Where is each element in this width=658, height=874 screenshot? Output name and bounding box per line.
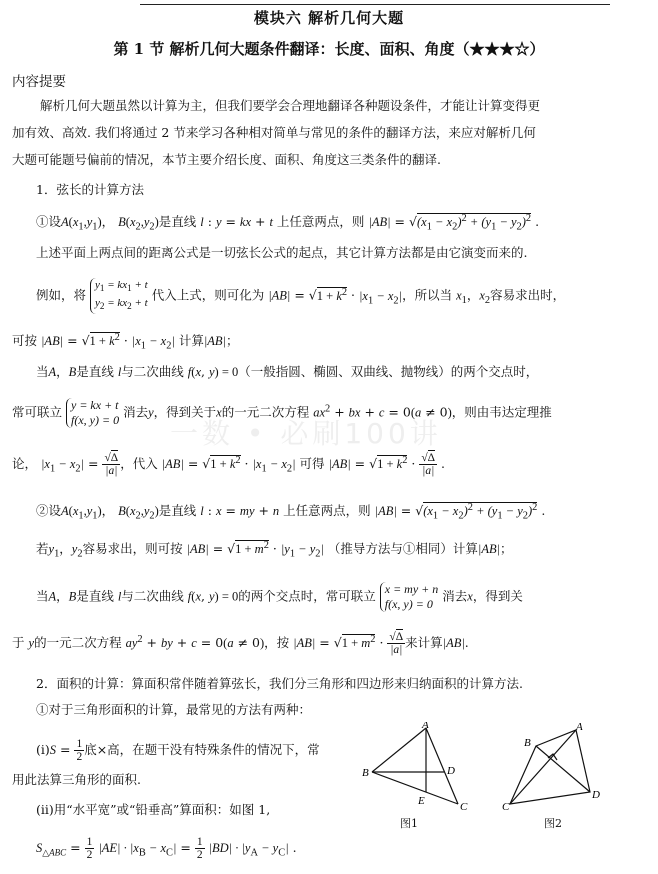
chord-item2-if: 若$y_1$，$y_2$容易求出，则可按 $|AB| = √1 + m^2 \cdot |y_1 - y_2|$ （推导方法与①相同）计算|AB|； [36, 540, 513, 560]
summary-heading: 内容提要 [12, 74, 66, 90]
figure-1-caption: 图1 [400, 817, 418, 830]
area-formula: $S_{\triangle ABC}$ = $\frac{1}{2}$ $|AE| \cdot |x_B - x_C|$ = $\frac{1}{2}$ $|BD| \cdot |y_A - y_C|$ . [36, 836, 297, 861]
chord-conic-vieta: 论， $|x_1 - x_2|$ = $\frac{√\Delta}{|a|}$ ，代入 $|AB| = √1 + k^2 \cdot |x_1 - x_2|$ 可得 $|AB| = √1 + k^2$ · $\frac{√\Delta}{|a|}$ . [12, 452, 446, 477]
label-A: A [576, 722, 583, 733]
label-C: C [502, 801, 510, 813]
quad-abdc [510, 730, 590, 804]
area-method-1: (i)S = $\frac{1}{2}$ 底×高，在题干没有特殊条件的情况下，常 [36, 738, 320, 763]
chord-item2-quadratic: 于 y的一元二次方程 $ay^2$ + by + c = 0(a ≠ 0)，按 $|AB| = √1 + m^2$ · $\frac{√\Delta}{|a|}$ 来计算|AB|. [12, 631, 469, 656]
label-D: D [592, 789, 600, 801]
diagonal-bd [536, 746, 590, 792]
label-C: C [460, 801, 468, 813]
area-method-1-cont: 用此法算三角形的面积. [12, 772, 141, 787]
chord-item1: ①设$A(x_1,y_1)$， $B(x_2,y_2)$是直线 l : y = kx + t 上任意两点，则 $|AB| = √(x_1 - x_2)^2 + (y_1 - y_2)^2$ . [36, 213, 540, 233]
label-B: B [362, 767, 369, 779]
watermark: 一数 • 必刷100讲 [170, 417, 442, 450]
intro-line-3: 大题可能题号偏前的情况，本节主要介绍长度、面积、角度这三类条件的翻译. [12, 152, 441, 167]
figure-2-caption: 图2 [544, 817, 562, 830]
diagonal-ac [510, 730, 576, 804]
chord-example: 例如，将 $y_1 = kx_1 + t$ $y_2 = kx_2 + t$ 代入上式，则可化为 $|AB| = √1 + k^2 \cdot |x_1 - x_2|$，所以当 $x_1$，$x_2$容易求出时， [36, 278, 565, 314]
intro-line-2: 加有效、高效. 我们将通过 2 节来学习各种相对简单与常见的条件的翻译方法，来应对解析几何 [12, 125, 536, 140]
chord-item2: ②设$A(x_1,y_1)$， $B(x_2,y_2)$是直线 l : x = my + n 上任意两点，则 $|AB| = √(x_1 - x_2)^2 + (y_1 - y_2)^2$ . [36, 502, 546, 522]
label-E: E [418, 795, 425, 807]
chord-item2-conic: 当A，B是直线 l与二次曲线 f(x, y) = 0的两个交点时，常可联立 x = my + n f(x, y) = 0 消去x，得到关 [36, 582, 523, 611]
label-B: B [524, 737, 531, 749]
section-title: 第 1 节 解析几何大题条件翻译：长度、面积、角度（★★★☆） [113, 40, 545, 58]
module-title: 模块六 解析几何大题 [253, 9, 405, 27]
chord-conic-system: 常可联立 y = kx + t f(x, y) = 0 消去y，得到关于x的一元二次方程 $ax^2$ + bx + c = 0(a ≠ 0)，则由韦达定理推 [12, 398, 552, 427]
area-method-2: (ii)用“水平宽”或“铅垂高”算面积：如图 1, [36, 802, 271, 817]
area-title: 2．面积的计算：算面积常伴随着算弦长，我们分三角形和四边形来归纳面积的计算方法. [36, 676, 523, 691]
chord-conic: 当A，B是直线 l与二次曲线 f(x, y) = 0（一般指圆、椭圆、双曲线、抛物线）的两个交点时， [36, 364, 539, 379]
chord-example-cont: 可按 $|AB| = √1 + k^2 \cdot |x_1 - x_2|$ 计算|AB|； [12, 332, 239, 352]
area-triangle-intro: ①对于三角形面积的计算，最常见的方法有两种： [36, 702, 312, 717]
figure-2-quadrilateral [498, 722, 608, 822]
edge-ab [372, 728, 426, 772]
top-rule [140, 4, 610, 5]
chord-title: 1．弦长的计算方法 [36, 182, 144, 197]
chord-item1-note: 上述平面上两点间的距离公式是一切弦长公式的起点，其它计算方法都是由它演变而来的. [36, 245, 528, 260]
edge-bc [372, 772, 458, 804]
label-D: D [447, 765, 455, 777]
label-A: A [422, 722, 429, 731]
figure-1-triangle [360, 722, 480, 822]
intro-line-1: 解析几何大题虽然以计算为主，但我们要学会合理地翻译各种题设条件，才能让计算变得更 [40, 98, 541, 113]
